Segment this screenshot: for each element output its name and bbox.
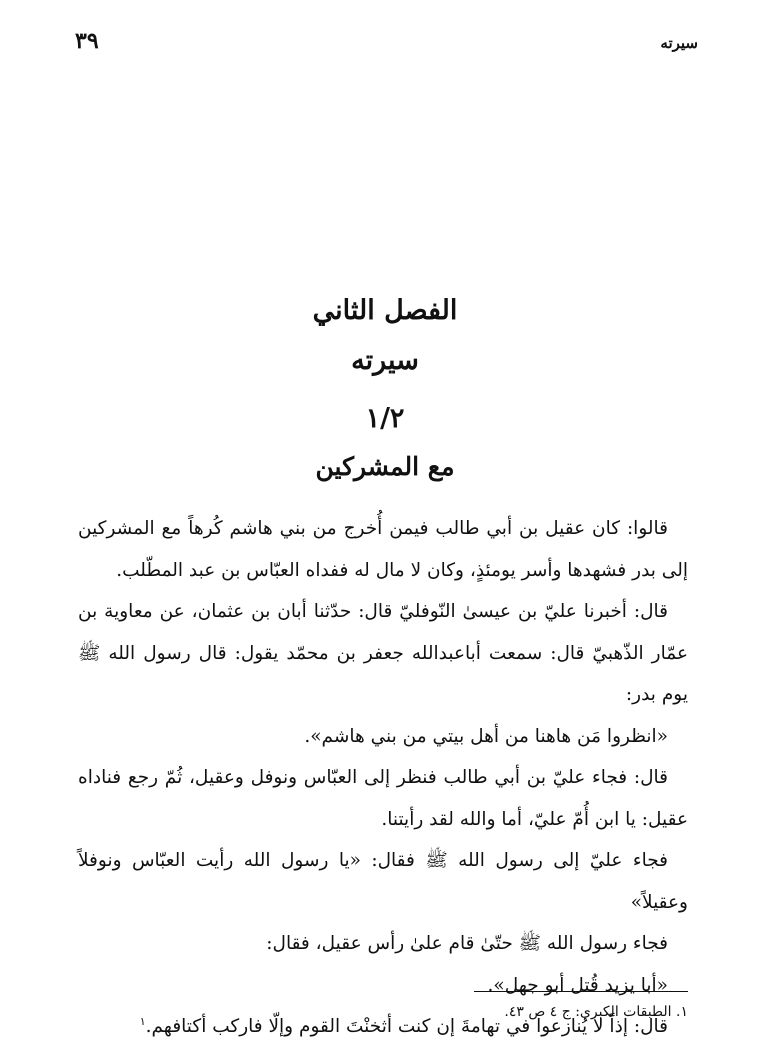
footnote-marker: ١: [139, 1014, 146, 1028]
paragraph-2: قال: أخبرنا عليّ بن عيسىٰ النّوفليّ قال: حدّثنا أبان بن عثمان، عن معاوية بن عمّار الذّهبيّ قال: سمعت أباعبدالله جعفر بن محمّد يقول: قال رسول الله ﷺ يوم بدر:: [78, 601, 688, 705]
chapter-title: الفصل الثاني: [312, 295, 458, 326]
body-text: [78, 508, 688, 1048]
page-number: ٣٩: [75, 28, 99, 54]
footnote-divider: [474, 991, 688, 992]
running-header: سيرته: [660, 34, 698, 52]
paragraph-5: فجاء عليّ إلى رسول الله ﷺ فقال: «يا رسول الله رأيت العبّاس ونوفلاً وعقيلاً»: [78, 850, 688, 913]
paragraph-6: فجاء رسول الله ﷺ حتّىٰ قام علىٰ رأس عقيل، فقال:: [266, 933, 668, 954]
footnote: ١. الطبقات الكبرى: ج ٤ ص ٤٣.: [504, 1004, 688, 1020]
section-subtitle: مع المشركين: [315, 452, 455, 481]
paragraph-1: قالوا: كان عقيل بن أبي طالب فيمن أُخرج من بني هاشم كُرهاً مع المشركين إلى بدر فشهدها وأسر يومئذٍ، وكان لا مال له ففداه العبّاس بن عبد المطّلب.: [78, 518, 688, 581]
paragraph-3: «انظروا مَن هاهنا من أهل بيتي من بني هاشم».: [304, 725, 668, 747]
paragraph-8-text: قال: إذاً لا يُنازعوا في تهامةَ إن كنت أثخنْتَ القوم وإلّا فاركب أكتافهم.: [145, 1016, 668, 1037]
section-number: ١/٢: [365, 403, 405, 434]
paragraph-7: «أبا يزيد قُتل أبو جهل».: [487, 974, 668, 996]
section-title: سيرته: [351, 345, 419, 376]
paragraph-4: قال: فجاء عليّ بن أبي طالب فنظر إلى العبّاس ونوفل وعقيل، ثُمّ رجع فناداه عقيل: يا ابن أُمّ عليّ، أما والله لقد رأيتنا.: [78, 767, 688, 830]
